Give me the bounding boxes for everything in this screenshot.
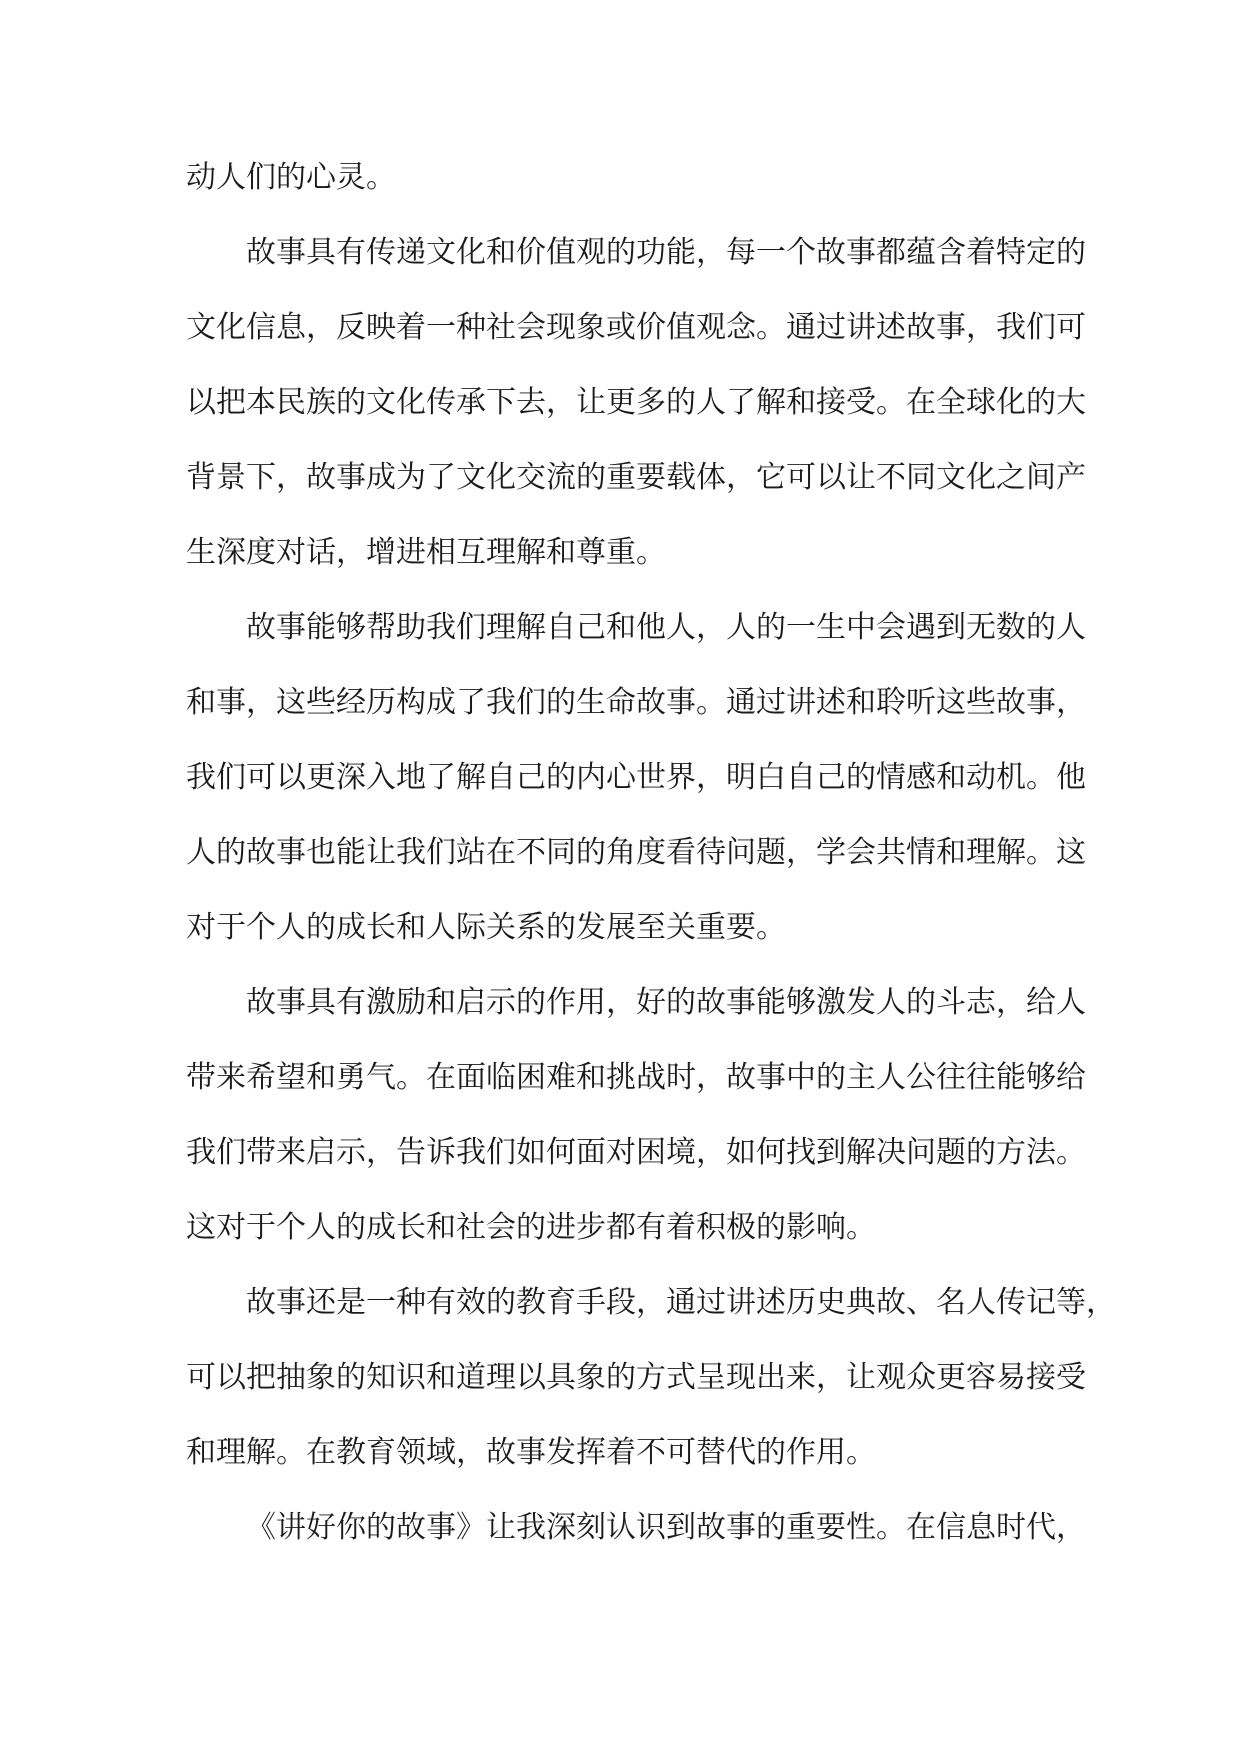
text-line: 我们带来启示，告诉我们如何面对困境，如何找到解决问题的方法。: [186, 1135, 1086, 1170]
body-text: [186, 140, 1116, 1565]
paragraph-first-line: 故事能够帮助我们理解自己和他人，人的一生中会遇到无数的人: [246, 610, 1086, 645]
text-line: 生深度对话，增进相互理解和尊重。: [186, 535, 666, 570]
text-line: 背景下，故事成为了文化交流的重要载体，它可以让不同文化之间产: [186, 460, 1086, 495]
text-line: 和事，这些经历构成了我们的生命故事。通过讲述和聆听这些故事，: [186, 685, 1086, 720]
text-line: 这对于个人的成长和社会的进步都有着积极的影响。: [186, 1210, 876, 1245]
text-line: 以把本民族的文化传承下去，让更多的人了解和接受。在全球化的大: [186, 385, 1086, 420]
text-line: 和理解。在教育领域，故事发挥着不可替代的作用。: [186, 1435, 876, 1470]
paragraph-first-line: 《讲好你的故事》让我深刻认识到故事的重要性。在信息时代，: [246, 1510, 1086, 1545]
text-line: 人的故事也能让我们站在不同的角度看待问题，学会共情和理解。这: [186, 835, 1086, 870]
text-line: 文化信息，反映着一种社会现象或价值观念。通过讲述故事，我们可: [186, 310, 1086, 345]
text-line: 对于个人的成长和人际关系的发展至关重要。: [186, 910, 786, 945]
text-line: 动人们的心灵。: [186, 160, 396, 195]
text-line: 可以把抽象的知识和道理以具象的方式呈现出来，让观众更容易接受: [186, 1360, 1086, 1395]
paragraph-first-line: 故事具有激励和启示的作用，好的故事能够激发人的斗志，给人: [246, 985, 1086, 1020]
text-line: 我们可以更深入地了解自己的内心世界，明白自己的情感和动机。他: [186, 760, 1086, 795]
paragraph-first-line: 故事具有传递文化和价值观的功能，每一个故事都蕴含着特定的: [246, 235, 1086, 270]
text-line: 带来希望和勇气。在面临困难和挑战时，故事中的主人公往往能够给: [186, 1060, 1086, 1095]
paragraph-first-line: 故事还是一种有效的教育手段，通过讲述历史典故、名人传记等，: [246, 1285, 1116, 1320]
